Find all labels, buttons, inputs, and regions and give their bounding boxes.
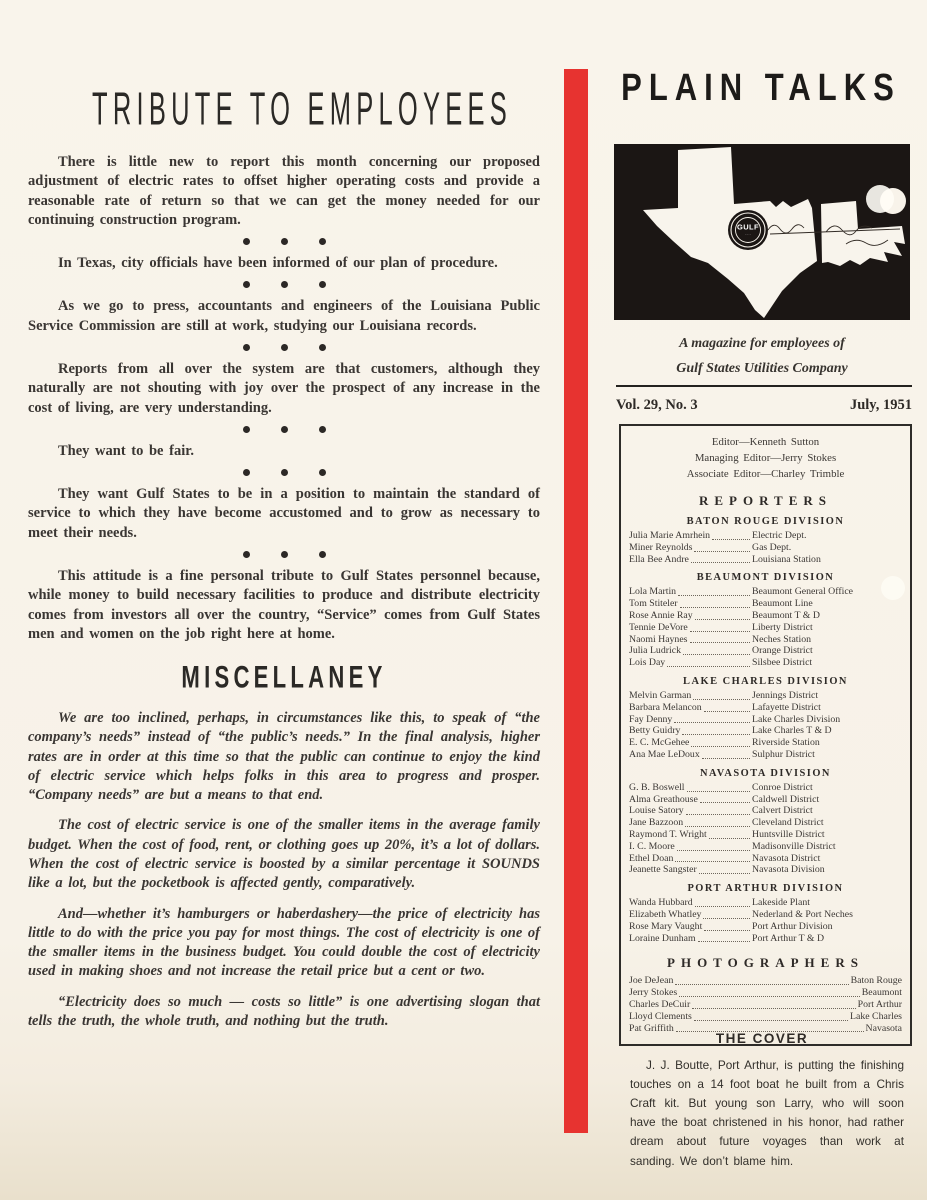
volume-number: Vol. 29, No. 3 [616,397,698,413]
photographers-heading: PHOTOGRAPHERS [667,955,864,971]
division-section [629,883,902,944]
reporter-assignment: Lake Charles T & D [752,725,832,737]
miscellaney-title: MISCELLANEY [181,658,387,695]
paper-spot [866,185,894,213]
reporter-divisions [629,516,902,944]
reporter-name: Jane Bazzoon [629,817,684,829]
reporter-name: Jeanette Sangster [629,864,697,876]
dot [281,469,288,476]
dotted-leader [674,722,750,723]
photographer-row [629,987,902,999]
photographer-row [629,999,902,1011]
reporter-name: G. B. Boswell [629,781,685,793]
photographer-name: Jerry Stokes [629,987,678,999]
paragraph: Reports from all over the system are that customers, although they naturally are not shouting with joy over the prospect of any increase in the cost of living, are very understanding. [28,360,540,416]
dot [319,344,326,351]
miscellaney-body [28,709,540,1031]
reporter-row [629,622,902,634]
reporter-assignment: Lakeside Plant [752,897,810,909]
paragraph: “Electricity does so much — costs so little” is one advertising slogan that tells the truth, the whole truth, and nothing but the truth. [28,993,540,1029]
dotted-leader [699,873,750,874]
dot [243,551,250,558]
reporter-name: Elizabeth Whatley [629,908,702,920]
photographer-name: Charles DeCuir [629,998,691,1010]
reporter-row [629,657,902,669]
photographers-list [629,975,902,1034]
tagline-line-2: Gulf States Utilities Company [676,361,848,376]
reporter-assignment: Port Arthur Division [752,920,833,932]
gulf-logo-text: GULF [736,222,760,232]
reporter-name: Alma Greathouse [629,793,698,805]
reporter-assignment: Navasota Division [752,864,825,876]
editors-list [629,434,902,482]
reporter-assignment: Jennings District [752,689,819,701]
reporter-row [629,782,902,794]
dotted-leader [679,996,860,997]
dot [281,426,288,433]
dotted-leader [704,711,750,712]
section-divider-dots [28,238,540,245]
red-divider-bar [564,69,588,1133]
reporter-name: Barbara Melancon [629,701,702,713]
reporter-name: Tennie DeVore [629,621,688,633]
dotted-leader [675,861,750,862]
reporter-row [629,933,902,945]
reporter-assignment: Cleveland District [752,817,824,829]
reporter-row [629,542,902,554]
reporter-row [629,921,902,933]
dotted-leader [691,562,750,563]
reporter-row [629,749,902,761]
reporter-assignment: Electric Dept. [752,530,807,541]
photographer-location: Navasota [865,1022,902,1034]
dotted-leader [678,595,750,596]
dotted-leader [675,984,848,985]
reporter-assignment: Calvert District [752,805,813,817]
dotted-leader [700,802,750,803]
dot [243,238,250,245]
reporter-assignment: Riverside Station [752,737,820,749]
reporter-assignment: Orange District [752,645,813,657]
reporter-name: Rose Mary Vaught [629,920,703,932]
reporter-row [629,702,902,714]
article-body [28,153,540,644]
dotted-leader [686,814,750,815]
reporter-row [629,909,902,921]
reporter-assignment: Port Arthur T & D [752,932,825,944]
dot [319,281,326,288]
section-divider-dots [28,469,540,476]
division-heading: NAVASOTA DIVISION [700,767,831,779]
dot [319,426,326,433]
dot [281,238,288,245]
horizontal-rule [616,385,912,387]
dot [243,469,250,476]
reporter-assignment: Navasota District [752,852,821,864]
reporter-assignment: Silsbee District [752,657,813,669]
reporter-assignment: Nederland & Port Neches [752,908,853,920]
reporter-name: Tom Stiteler [629,598,678,610]
editor-line: Associate Editor—Charley Trimble [686,468,845,480]
division-section [629,516,902,565]
reporter-name: Miner Reynolds [629,541,693,553]
division-heading: PORT ARTHUR DIVISION [687,883,844,895]
dotted-leader [667,666,750,667]
staff-box [619,424,912,1046]
dotted-leader [691,746,750,747]
reporter-row [629,645,902,657]
paragraph: This attitude is a fine personal tribute to Gulf States personnel because, while money to build necessary facilities to produce and distribute electricity comes from investors all over the country, “Service” comes from Gulf States men and women on the job right here at home. [28,567,540,642]
paragraph: They want to be fair. [58,442,194,459]
paragraph: As we go to press, accountants and engineers of the Louisiana Public Service Commission are still at work, studying our Louisiana records. [28,298,540,334]
reporter-row [629,897,902,909]
reporter-row [629,864,902,876]
photographer-row [629,1011,902,1023]
dot [281,344,288,351]
dot [319,551,326,558]
dotted-leader [698,941,750,942]
reporter-name: Louise Satory [629,805,684,817]
reporter-name: Lola Martin [629,586,677,598]
editor-line: Managing Editor—Jerry Stokes [694,452,837,464]
paragraph: The cost of electric service is one of the smaller items in the average family budget. When the cost of food, rent, or clothing goes up 20%, it’s a lot of dollars. When the cost of electric service is boosted by a similar percentage it SOUNDS like a lot, but the pocketbook is affected gently, comparatively. [28,817,541,892]
reporter-name: Naomi Haynes [629,633,688,645]
reporter-row [629,817,902,829]
reporter-row [629,853,902,865]
reporter-row [629,794,902,806]
reporter-name: Melvin Garman [629,689,692,701]
division-heading: BEAUMONT DIVISION [696,572,835,584]
reporter-assignment: Sulphur District [752,748,815,760]
reporter-name: Ethel Doan [629,852,674,864]
dotted-leader [712,539,750,540]
svg-text:· · ·: · · · [745,233,751,237]
service-area-map [612,144,912,322]
paragraph: In Texas, city officials have been informed of our plan of procedure. [58,255,498,272]
reporters-heading: REPORTERS [698,493,832,508]
cover-note-text: J. J. Boutte, Port Arthur, is putting the finishing touches on a 14 foot boat he built from a Chris Craft kit. But young son Larry, who will soon have the boat christened in his honor, had rather dream about future voyages than work at sanding. We don’t blame him. [630,1058,904,1168]
photographer-name: Lloyd Clements [629,1010,692,1022]
paragraph: There is little new to report this month concerning our proposed adjustment of electric rates to offset higher operating costs and provide a reasonable rate of return so that we can get the money needed for our continuing construction program. [28,154,540,228]
reporter-name: Betty Guidry [629,725,681,737]
reporter-name: I. C. Moore [629,840,675,852]
reporter-name: Rose Annie Ray [629,609,693,621]
dotted-leader [709,838,750,839]
reporter-row [629,586,902,598]
reporter-assignment: Beaumont T & D [752,609,820,621]
dotted-leader [693,699,750,700]
article-title: TRIBUTE TO EMPLOYEES [92,84,513,136]
texas-louisiana-map-graphic [612,144,912,322]
editor-line: Editor—Kenneth Sutton [711,436,820,448]
reporter-assignment: Caldwell District [752,793,820,805]
reporter-assignment: Lake Charles Division [752,713,841,725]
dotted-leader [694,551,750,552]
reporter-name: Lois Day [629,657,666,669]
dotted-leader [695,906,750,907]
dotted-leader [692,1008,855,1009]
dotted-leader [685,826,750,827]
reporter-name: Loraine Dunham [629,932,696,944]
reporter-assignment: Beaumont Line [752,598,813,610]
photographer-location: Port Arthur [857,998,902,1010]
reporter-assignment: Huntsville District [752,828,825,840]
cover-note-title: THE COVER [715,1031,809,1046]
reporter-assignment: Liberty District [752,621,813,633]
division-heading: LAKE CHARLES DIVISION [683,675,848,687]
photographer-name: Joe DeJean [629,975,674,987]
reporter-name: Wanda Hubbard [629,897,693,909]
photographer-location: Beaumont [861,987,902,999]
reporter-row [629,610,902,622]
tagline-line-1: A magazine for employees of [679,336,845,351]
issue-date: July, 1951 [849,397,912,413]
reporter-name: Ella Bee Andre [629,553,689,565]
reporter-row [629,841,902,853]
dot [281,281,288,288]
division-section [629,676,902,761]
reporter-name: Julia Ludrick [629,645,681,657]
reporter-assignment: Conroe District [752,781,813,793]
reporter-assignment: Gas Dept. [752,541,792,553]
paragraph: We are too inclined, perhaps, in circumstances like this, to speak of “the company’s needs” instead of “the public’s needs.” In the final analysis, higher rates are in order at this time so that the public can continue to enjoy the kind of electric service which helps folks in this area to progress and prosper. “Company needs” are but a means to that end. [28,710,540,804]
dotted-leader [687,791,750,792]
dotted-leader [695,619,750,620]
photographer-location: Lake Charles [850,1010,902,1022]
reporter-row [629,714,902,726]
reporter-assignment: Madisonville District [752,840,836,852]
paragraph: They want Gulf States to be in a position to maintain the standard of service to which they have become accustomed and to grow as necessary to meet their needs. [28,486,540,541]
reporter-row [629,598,902,610]
reporter-row [629,690,902,702]
dotted-leader [690,631,750,632]
left-article-column [28,84,540,1042]
reporter-row [629,554,902,566]
section-divider-dots [28,281,540,288]
photographer-name: Pat Griffith [629,1022,674,1034]
dotted-leader [702,758,750,759]
dotted-leader [680,607,750,608]
dotted-leader [677,850,750,851]
dotted-leader [703,918,750,919]
dot [319,469,326,476]
paper-spot [881,576,905,600]
reporter-row [629,725,902,737]
reporter-assignment: Lafayette District [752,701,821,713]
reporter-row [629,829,902,841]
dotted-leader [694,1020,848,1021]
dotted-leader [704,930,750,931]
reporter-name: Raymond T. Wright [629,828,707,840]
dotted-leader [683,654,750,655]
paragraph: And—whether it’s hamburgers or haberdashery—the price of electricity has little to do with the price you pay for most things. The cost of electricity is one of the smaller items in the business budget. You could double the cost of electricity used in making shoes and not increase the retail price but a cent or two. [28,905,540,980]
dot [281,551,288,558]
issue-info-row [616,397,912,414]
division-section [629,768,902,876]
reporter-row [629,737,902,749]
photographer-location: Baton Rouge [850,975,902,987]
division-section [629,572,902,669]
reporter-row [629,634,902,646]
magazine-masthead: PLAIN TALKS [621,66,901,109]
dotted-leader [690,642,751,643]
reporter-name: Fay Denny [629,713,673,725]
reporter-assignment: Neches Station [752,633,812,645]
division-heading: BATON ROUGE DIVISION [686,516,845,527]
dot [243,344,250,351]
dot [319,238,326,245]
reporter-name: Julia Marie Amrhein [629,530,711,541]
dot [243,281,250,288]
reporter-row [629,530,902,542]
section-divider-dots [28,426,540,433]
section-divider-dots [28,344,540,351]
dot [243,426,250,433]
reporter-assignment: Beaumont General Office [752,586,854,598]
reporter-name: Ana Mae LeDoux [629,748,700,760]
magazine-tagline [612,331,912,381]
photographer-row [629,975,902,987]
reporter-name: E. C. McGehee [629,737,690,749]
dotted-leader [682,734,750,735]
section-divider-dots [28,551,540,558]
reporter-row [629,805,902,817]
reporter-assignment: Louisiana Station [752,553,821,565]
